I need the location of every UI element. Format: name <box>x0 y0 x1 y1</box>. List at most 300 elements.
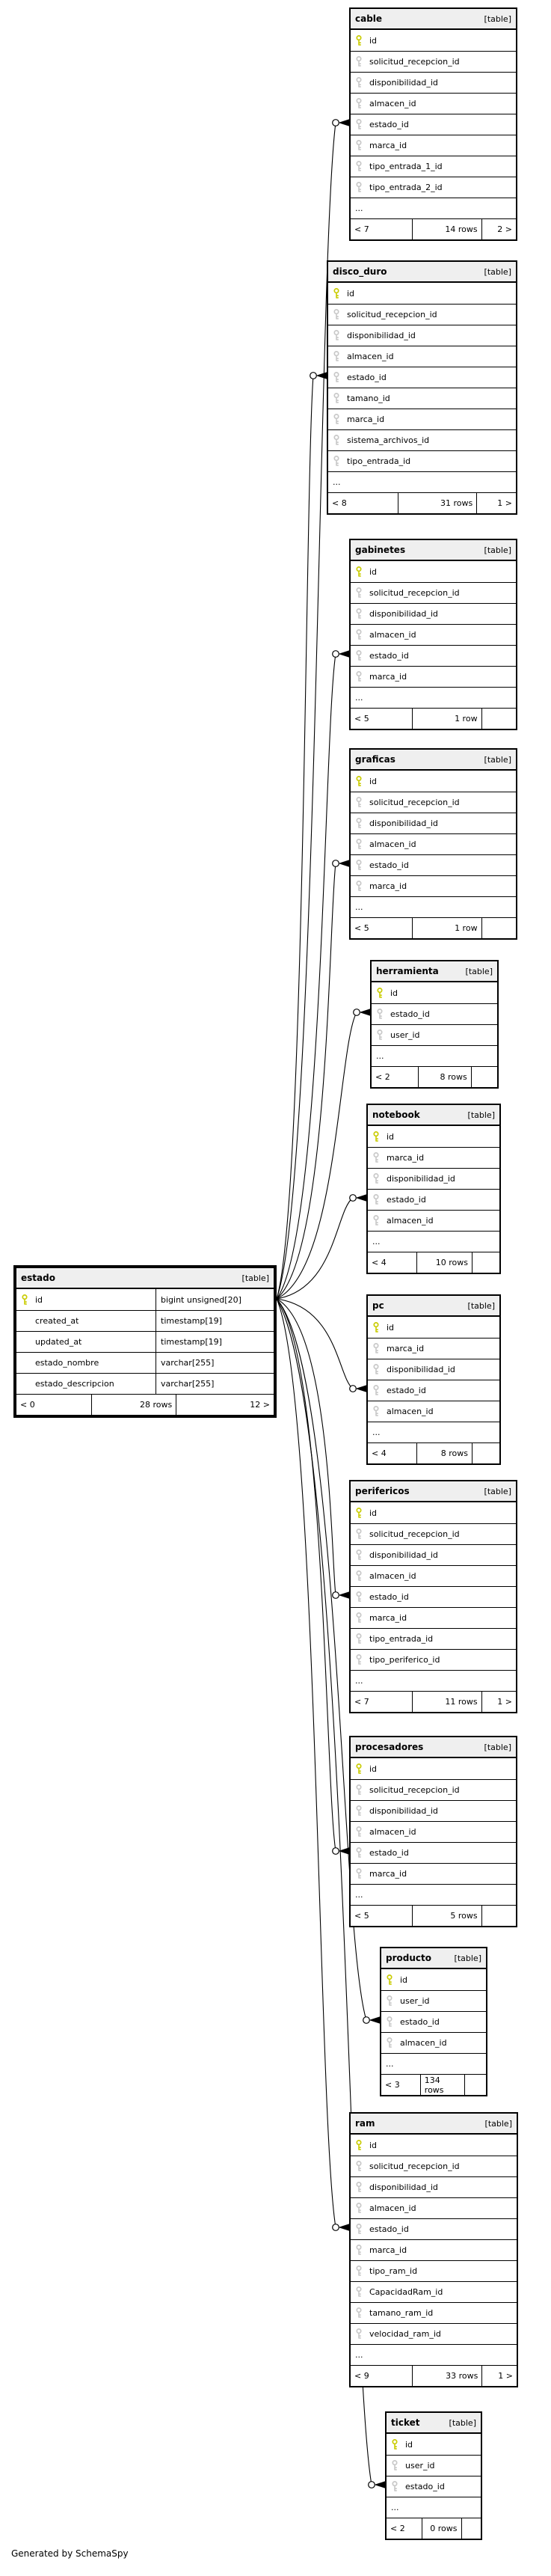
table-type-tag: [table] <box>454 1953 481 1963</box>
column-type: varchar[255] <box>156 1374 269 1394</box>
column-name: disponibilidad_id <box>369 609 438 619</box>
foreign-key-icon <box>355 140 363 151</box>
column-row-estado_nombre <box>16 1352 274 1373</box>
column-row-id <box>351 30 516 51</box>
column-row-id <box>351 561 516 582</box>
table-header <box>351 9 516 30</box>
column-row-almacen_id <box>368 1210 499 1231</box>
hidden-children-count <box>481 709 516 729</box>
table-estado <box>13 1265 277 1418</box>
column-name: estado_id <box>347 373 387 382</box>
table-footer <box>368 1443 499 1463</box>
fk-relationship-ram-estado <box>277 1299 336 2227</box>
primary-key-icon <box>355 2140 363 2151</box>
table-name-link[interactable]: graficas <box>355 754 395 765</box>
more-columns-ellipsis: ... <box>351 896 516 917</box>
table-name-link[interactable]: disco_duro <box>333 266 387 277</box>
foreign-key-icon <box>333 330 340 341</box>
column-name: marca_id <box>387 1153 425 1163</box>
column-name: marca_id <box>369 672 407 682</box>
foreign-key-icon <box>376 1030 384 1041</box>
foreign-key-icon <box>355 1654 363 1665</box>
column-name: disponibilidad_id <box>369 1806 438 1816</box>
column-name: id <box>369 1763 378 1774</box>
crow-foot-arrow-icon <box>356 1194 368 1202</box>
foreign-key-icon <box>355 182 363 193</box>
column-row-updated_at <box>16 1331 274 1352</box>
hidden-children-count: 1 > <box>481 1692 516 1712</box>
crow-foot-arrow-icon <box>339 1847 351 1855</box>
column-row-marca_id <box>368 1147 499 1168</box>
table-footer <box>351 1905 516 1926</box>
column-row-estado_id <box>368 1189 499 1210</box>
table-type-tag: [table] <box>484 266 511 277</box>
column-row-marca_id <box>351 666 516 687</box>
foreign-key-icon <box>355 881 363 892</box>
column-name: CapacidadRam_id <box>369 2287 443 2297</box>
table-footer <box>328 492 516 513</box>
column-row-CapacidadRam_id <box>351 2281 517 2302</box>
table-name-link[interactable]: ram <box>355 2118 375 2129</box>
hidden-children-count: 2 > <box>481 219 516 239</box>
column-name: id <box>369 1508 378 1518</box>
column-row-tamano_ram_id <box>351 2302 517 2323</box>
column-row-marca_id <box>328 409 516 429</box>
column-row-estado_id <box>368 1380 499 1401</box>
table-herramienta <box>370 960 499 1089</box>
table-name-link[interactable]: producto <box>386 1953 431 1963</box>
table-name-link[interactable]: cable <box>355 13 383 24</box>
zero-or-many-circle-icon <box>333 2224 339 2231</box>
hidden-parents-count: < 4 <box>372 1448 387 1458</box>
row-count: 134 rows <box>420 2075 464 2095</box>
crow-foot-arrow-icon <box>375 2481 387 2488</box>
table-footer <box>351 2365 517 2386</box>
table-type-tag: [table] <box>467 1300 495 1311</box>
primary-key-icon <box>21 1294 28 1306</box>
column-row-almacen_id <box>351 833 516 854</box>
column-name: marca_id <box>369 1613 407 1623</box>
column-name: estado_id <box>369 860 409 870</box>
table-header <box>351 540 516 561</box>
column-name: id <box>400 1974 408 1985</box>
table-header <box>351 2114 517 2135</box>
hidden-children-count: 12 > <box>176 1395 274 1415</box>
hidden-children-count <box>481 918 516 938</box>
column-name: estado_id <box>387 1386 426 1395</box>
foreign-key-icon <box>355 56 363 67</box>
column-type: timestamp[19] <box>156 1332 269 1352</box>
foreign-key-icon <box>355 2224 363 2235</box>
more-columns-ellipsis: ... <box>351 198 516 218</box>
column-name: tamano_id <box>347 394 390 403</box>
foreign-key-icon <box>355 2161 363 2172</box>
column-row-almacen_id <box>368 1401 499 1422</box>
column-name: estado_id <box>400 2017 440 2027</box>
zero-or-many-circle-icon <box>310 373 317 379</box>
hidden-children-count: 1 > <box>481 2366 517 2386</box>
foreign-key-icon <box>391 2460 398 2471</box>
more-columns-ellipsis: ... <box>328 471 516 492</box>
table-footer <box>351 708 516 729</box>
more-columns-ellipsis: ... <box>351 2344 517 2365</box>
table-header <box>351 1737 516 1758</box>
column-name: solicitud_recepcion_id <box>369 57 460 67</box>
column-name: solicitud_recepcion_id <box>369 588 460 598</box>
hidden-parents-count: < 4 <box>372 1258 387 1267</box>
column-name: estado_id <box>387 1195 426 1205</box>
column-type: varchar[255] <box>156 1353 269 1373</box>
column-name: estado_id <box>369 1848 409 1858</box>
table-footer <box>351 917 516 938</box>
column-row-almacen_id <box>328 346 516 367</box>
column-name: estado_id <box>369 651 409 661</box>
column-row-solicitud_recepcion_id <box>351 582 516 603</box>
column-row-user_id <box>372 1024 497 1045</box>
foreign-key-icon <box>372 1194 380 1205</box>
foreign-key-icon <box>355 1612 363 1624</box>
table-perifericos <box>349 1480 517 1713</box>
table-type-tag: [table] <box>449 2417 476 2428</box>
table-footer <box>368 1252 499 1273</box>
column-name: marca_id <box>369 881 407 891</box>
column-row-tipo_entrada_1_id <box>351 156 516 177</box>
foreign-key-icon <box>372 1152 380 1163</box>
column-name: id <box>390 988 398 998</box>
column-row-marca_id <box>368 1338 499 1359</box>
foreign-key-icon <box>333 309 340 320</box>
column-row-id <box>16 1289 274 1310</box>
column-row-disponibilidad_id <box>351 813 516 833</box>
column-row-disponibilidad_id <box>351 603 516 624</box>
zero-or-many-circle-icon <box>333 120 339 126</box>
crow-foot-arrow-icon <box>356 1385 368 1392</box>
foreign-key-icon <box>333 414 340 425</box>
column-row-almacen_id <box>351 93 516 114</box>
foreign-key-icon <box>372 1343 380 1354</box>
column-row-disponibilidad_id <box>328 325 516 346</box>
column-name: estado_nombre <box>35 1358 99 1368</box>
column-row-solicitud_recepcion_id <box>351 1779 516 1800</box>
table-ticket <box>385 2411 482 2540</box>
foreign-key-icon <box>333 435 340 446</box>
column-row-tipo_entrada_id <box>351 1628 516 1649</box>
schemaspy-credit: Generated by SchemaSpy <box>11 2548 129 2559</box>
hidden-children-count <box>461 2518 481 2539</box>
foreign-key-icon <box>372 1215 380 1226</box>
column-row-almacen_id <box>351 624 516 645</box>
column-name: marca_id <box>387 1344 425 1353</box>
row-count: 1 row <box>412 918 481 938</box>
column-name: almacen_id <box>369 2203 416 2213</box>
row-count: 0 rows <box>422 2518 461 2539</box>
table-cable <box>349 7 517 241</box>
column-row-estado_id <box>381 2011 486 2032</box>
column-name: marca_id <box>347 414 385 424</box>
column-row-estado_id <box>351 854 516 875</box>
foreign-key-icon <box>372 1406 380 1417</box>
column-row-solicitud_recepcion_id <box>351 1523 516 1544</box>
column-name: id <box>35 1294 43 1305</box>
zero-or-many-circle-icon <box>350 1195 357 1202</box>
fk-relationship-procesadores-estado <box>277 1299 336 1851</box>
primary-key-icon <box>372 1131 380 1142</box>
column-name: created_at <box>35 1316 79 1326</box>
table-type-tag: [table] <box>241 1273 269 1283</box>
column-row-solicitud_recepcion_id <box>351 792 516 813</box>
more-columns-ellipsis: ... <box>368 1422 499 1443</box>
column-name: id <box>369 35 378 46</box>
zero-or-many-circle-icon <box>333 860 339 867</box>
column-row-disponibilidad_id <box>351 1800 516 1821</box>
row-count: 14 rows <box>412 219 481 239</box>
table-notebook <box>366 1104 501 1274</box>
foreign-key-icon <box>355 1826 363 1838</box>
column-row-estado_id <box>387 2476 481 2497</box>
table-type-tag: [table] <box>467 1110 495 1120</box>
primary-key-icon <box>355 1508 363 1519</box>
column-name: almacen_id <box>347 352 394 361</box>
crow-foot-arrow-icon <box>339 860 351 867</box>
foreign-key-icon <box>355 839 363 850</box>
column-name: id <box>369 2140 378 2150</box>
table-header <box>328 262 516 283</box>
column-row-id <box>368 1317 499 1338</box>
zero-or-many-circle-icon <box>333 1592 339 1599</box>
table-type-tag: [table] <box>465 966 493 976</box>
column-name: disponibilidad_id <box>387 1365 455 1374</box>
column-type: bigint unsigned[20] <box>156 1289 269 1310</box>
column-name: disponibilidad_id <box>387 1174 455 1184</box>
primary-key-icon <box>333 288 340 299</box>
table-name-link[interactable]: pc <box>372 1300 384 1311</box>
column-name: id <box>369 776 378 786</box>
column-row-estado_id <box>328 367 516 388</box>
crow-foot-arrow-icon <box>339 119 351 126</box>
foreign-key-icon <box>333 393 340 404</box>
table-type-tag: [table] <box>484 754 511 765</box>
row-count: 11 rows <box>412 1692 481 1712</box>
column-row-marca_id <box>351 1863 516 1884</box>
foreign-key-icon <box>355 2328 363 2340</box>
column-row-tipo_entrada_id <box>328 450 516 471</box>
table-footer <box>16 1394 274 1415</box>
table-header <box>387 2413 481 2434</box>
column-name: marca_id <box>369 141 407 150</box>
table-type-tag: [table] <box>484 13 511 24</box>
column-row-almacen_id <box>351 2197 517 2218</box>
table-header <box>351 1481 516 1502</box>
foreign-key-icon <box>355 2266 363 2277</box>
foreign-key-icon <box>372 1385 380 1396</box>
column-name: almacen_id <box>369 1827 416 1837</box>
column-name: tipo_entrada_id <box>369 1634 434 1644</box>
hidden-children-count <box>471 1067 497 1087</box>
column-row-tipo_entrada_2_id <box>351 177 516 198</box>
column-row-velocidad_ram_id <box>351 2323 517 2344</box>
column-row-marca_id <box>351 135 516 156</box>
table-disco_duro <box>327 260 517 515</box>
primary-key-icon <box>355 566 363 578</box>
fk-relationship-disco_duro-estado <box>277 376 313 1299</box>
foreign-key-icon <box>386 1995 393 2007</box>
column-name: solicitud_recepcion_id <box>369 1785 460 1795</box>
table-name-link[interactable]: gabinetes <box>355 545 406 555</box>
column-row-marca_id <box>351 1607 516 1628</box>
column-name: id <box>369 566 378 577</box>
hidden-parents-count: < 2 <box>390 2524 405 2533</box>
foreign-key-icon <box>355 98 363 109</box>
column-row-id <box>328 283 516 304</box>
column-name: estado_id <box>405 2482 445 2491</box>
column-name: almacen_id <box>387 1216 434 1226</box>
column-name: solicitud_recepcion_id <box>369 1529 460 1539</box>
column-row-id <box>372 982 497 1003</box>
foreign-key-icon <box>376 1009 384 1020</box>
column-row-id <box>381 1969 486 1990</box>
more-columns-ellipsis: ... <box>372 1045 497 1066</box>
table-name-link[interactable]: ticket <box>391 2417 420 2428</box>
table-name-link[interactable]: herramienta <box>376 966 439 976</box>
foreign-key-icon <box>333 456 340 467</box>
column-row-id <box>351 2135 517 2156</box>
table-footer <box>351 218 516 239</box>
column-row-almacen_id <box>351 1565 516 1586</box>
foreign-key-icon <box>355 2286 363 2298</box>
column-name: marca_id <box>369 2245 407 2255</box>
foreign-key-icon <box>355 161 363 172</box>
column-row-solicitud_recepcion_id <box>351 2156 517 2176</box>
column-name: id <box>387 1131 395 1142</box>
table-header <box>16 1268 274 1289</box>
more-columns-ellipsis: ... <box>351 687 516 708</box>
column-name: disponibilidad_id <box>369 819 438 828</box>
column-row-estado_id <box>351 645 516 666</box>
column-row-estado_id <box>351 114 516 135</box>
hidden-parents-count: < 5 <box>354 714 369 723</box>
crow-foot-arrow-icon <box>339 2224 351 2231</box>
zero-or-many-circle-icon <box>350 1386 357 1392</box>
more-columns-ellipsis: ... <box>351 1884 516 1905</box>
column-name: marca_id <box>369 1869 407 1879</box>
column-name: almacen_id <box>369 1571 416 1581</box>
hidden-parents-count: < 7 <box>354 1697 369 1707</box>
column-name: user_id <box>400 1996 430 2006</box>
table-name-link[interactable]: perifericos <box>355 1486 410 1496</box>
foreign-key-icon <box>355 119 363 130</box>
table-type-tag: [table] <box>484 2118 512 2129</box>
table-name-link[interactable]: notebook <box>372 1110 420 1120</box>
foreign-key-icon <box>355 1784 363 1796</box>
hidden-parents-count: < 8 <box>332 498 347 508</box>
primary-key-icon <box>391 2439 398 2450</box>
hidden-parents-count: < 7 <box>354 224 369 234</box>
column-row-marca_id <box>351 875 516 896</box>
row-count: 8 rows <box>418 1067 471 1087</box>
row-count: 33 rows <box>412 2366 481 2386</box>
fk-relationship-graficas-estado <box>277 863 336 1299</box>
column-row-user_id <box>387 2455 481 2476</box>
column-name: tipo_entrada_id <box>347 456 411 466</box>
table-type-tag: [table] <box>484 1742 511 1752</box>
column-row-solicitud_recepcion_id <box>351 51 516 72</box>
foreign-key-icon <box>355 629 363 640</box>
column-name: almacen_id <box>400 2038 447 2048</box>
column-name: disponibilidad_id <box>347 331 416 340</box>
hidden-parents-count: < 2 <box>375 1072 390 1082</box>
zero-or-many-circle-icon <box>333 1848 339 1855</box>
foreign-key-icon <box>355 650 363 661</box>
table-ram <box>349 2112 518 2387</box>
hidden-children-count <box>481 1906 516 1926</box>
foreign-key-icon <box>333 372 340 383</box>
table-header <box>372 961 497 982</box>
column-row-solicitud_recepcion_id <box>328 304 516 325</box>
foreign-key-icon <box>355 77 363 88</box>
column-name: almacen_id <box>369 839 416 849</box>
column-name: estado_id <box>369 1592 409 1602</box>
column-row-id <box>387 2434 481 2455</box>
table-name-link[interactable]: procesadores <box>355 1742 424 1752</box>
primary-key-icon <box>386 1974 393 1986</box>
foreign-key-icon <box>391 2481 398 2492</box>
column-row-disponibilidad_id <box>351 2176 517 2197</box>
hidden-parents-count: < 0 <box>20 1400 35 1410</box>
column-name: updated_at <box>35 1337 82 1347</box>
table-header <box>368 1296 499 1317</box>
column-row-tamano_id <box>328 388 516 409</box>
more-columns-ellipsis: ... <box>381 2053 486 2074</box>
row-count: 10 rows <box>416 1252 472 1273</box>
primary-key-icon <box>355 35 363 46</box>
table-producto <box>380 1947 487 2096</box>
hidden-parents-count: < 5 <box>354 1911 369 1921</box>
column-name: estado_id <box>390 1009 430 1019</box>
foreign-key-icon <box>355 797 363 808</box>
zero-or-many-circle-icon <box>333 651 339 658</box>
row-count: 8 rows <box>416 1443 472 1463</box>
column-row-id <box>368 1126 499 1147</box>
foreign-key-icon <box>355 1549 363 1561</box>
column-name: tipo_entrada_2_id <box>369 183 443 192</box>
table-name-link[interactable]: estado <box>21 1273 55 1283</box>
fk-relationship-pc-estado <box>277 1299 353 1389</box>
column-name: estado_id <box>369 120 409 129</box>
foreign-key-icon <box>355 2182 363 2193</box>
table-graficas <box>349 748 517 940</box>
column-name: id <box>347 288 355 299</box>
column-name: user_id <box>390 1030 420 1040</box>
foreign-key-icon <box>386 2037 393 2049</box>
hidden-parents-count: < 3 <box>385 2080 400 2090</box>
column-row-estado_id <box>351 1586 516 1607</box>
foreign-key-icon <box>355 2203 363 2214</box>
column-name: disponibilidad_id <box>369 78 438 88</box>
column-name: almacen_id <box>369 630 416 640</box>
column-name: id <box>387 1322 395 1333</box>
crow-foot-arrow-icon <box>360 1009 372 1016</box>
table-footer <box>372 1066 497 1087</box>
crow-foot-arrow-icon <box>316 372 328 379</box>
column-row-tipo_ram_id <box>351 2260 517 2281</box>
zero-or-many-circle-icon <box>354 1009 360 1016</box>
hidden-parents-count: < 9 <box>354 2371 369 2381</box>
column-name: estado_id <box>369 2224 409 2234</box>
column-row-estado_id <box>351 2218 517 2239</box>
fk-relationship-gabinetes-estado <box>277 654 336 1299</box>
column-row-almacen_id <box>351 1821 516 1842</box>
column-name: tipo_periferico_id <box>369 1655 440 1665</box>
